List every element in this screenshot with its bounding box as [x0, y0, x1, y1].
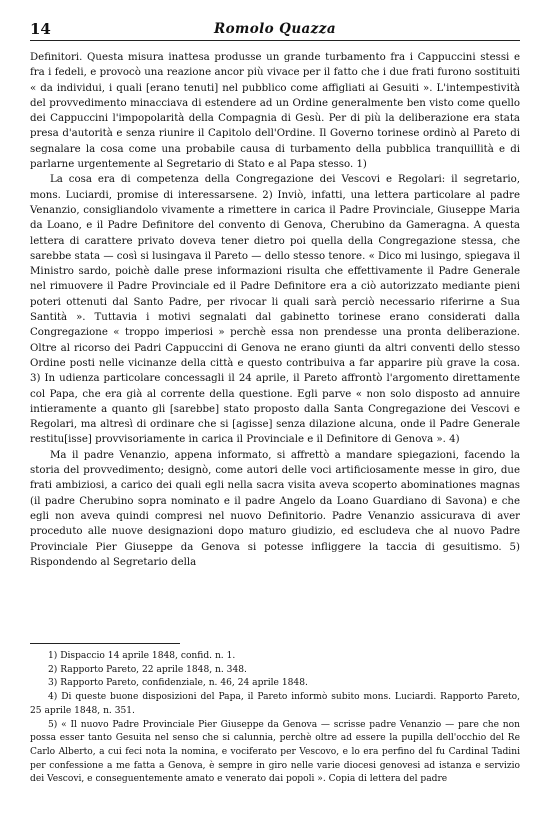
- header-rule: [30, 40, 520, 41]
- running-head: Romolo Quazza: [214, 21, 336, 37]
- body-paragraph: La cosa era di competenza della Congregazione dei Vescovi e Regolari: il segretario, mons. Luciardi, promise di interessarsene. 2) Inviò, infatti, una lettera particolare al padre Venanzio, consigliandolo vivamente a rimettere in carica il Padre Provinciale, Giuseppe Maria da Loano, e il Padre Definitore del convento di Genova, Cherubino da Gameragna. A questa lettera di carattere privato doveva tener dietro poi quella della Congregazione stessa, che sarebbe stata — così si lusingava il Pareto — dello stesso tenore. « Dico mi lusingo, spiegava il Ministro sardo, poichè dalle prese informazioni risulta che effettivamente il Padre Generale nel rimuovere il Padre Provinciale ed il Padre Definitore era a ciò autorizzato mediante pieni poteri ottenuti dal Santo Padre, per rivocar li quali sarà perciò necessario riferirne a Sua Santità ». Tuttavia i motivi segnalati dal gabinetto torinese erano considerati dalla Congregazione « troppo imperiosi » perchè essa non prendesse una pronta deliberazione. Oltre al ricorso dei Padri Cappuccini di Genova ne erano giunti da altri conventi dello stesso Ordine posti nelle vicinanze della città e questo contribuiva a far apparire più grave la cosa. 3) In udienza particolare concessagli il 24 aprile, il Pareto affrontò l'argomento direttamente col Papa, che era già al corrente della questione. Egli parve « non solo disposto ad annuire intieramente a quanto gli [sarebbe] stato proposto dalla Santa Congregazione dei Vescovi e Regolari, ma altresì di ordinare che si [agisse] senza dilazione alcuna, onde il Padre Generale restitu[isse] provvisoriamente in carica il Provinciale e il Definitore di Genova ». 4): [30, 174, 520, 446]
- body-paragraph: Ma il padre Venanzio, appena informato, si affrettò a mandare spiegazioni, facendo la storia del provvedimento; designò, come autori delle voci artificiosamente messe in giro, due frati ambiziosi, a carico dei quali egli nella sacra visita aveva scoperto abominationes magnas (il padre Cherubino sopra nominato e il padre Angelo da Loano Guardiano di Savona) e che egli non aveva quindi compresi nel nuovo Definitorio. Padre Venanzio assicurava di aver proceduto alle nuove designazioni dopo maturo giudizio, ed escludeva che al nuovo Padre Provinciale Pier Giuseppe da Genova si potesse infliggere la taccia di gesuitismo. 5) Rispondendo al Segretario della: [30, 449, 520, 568]
- footnote: 4) Di queste buone disposizioni del Papa, il Pareto informò subito mons. Luciardi. Rapporto Pareto, 25 aprile 1848, n. 351.: [30, 692, 520, 716]
- page-number: 14: [30, 20, 51, 38]
- body-paragraph: Definitori. Questa misura inattesa produsse un grande turbamento fra i Cappuccini stessi e fra i fedeli, e provocò una reazione ancor più vivace per il fatto che i due frati furono sostituiti « da individui, i quali [erano tenuti] nel pubblico come affigliati ai Gesuiti ». L'intempestività del provvedimento minacciava di estendere ad un Ordine generalmente ben visto come quello dei Cappuccini l'impopolarità della Compagnia di Gesù. Per di più la deliberazione era stata presa d'autorità e senza riunire il Capitolo dell'Ordine. Il Governo torinese ordinò al Pareto di segnalare la cosa come una probabile causa di turbamento della pubblica tranquillità e di parlarne urgentemente al Segretario di Stato e al Papa stesso. 1): [30, 52, 520, 171]
- page-header: [30, 20, 520, 42]
- footnote: 3) Rapporto Pareto, confidenziale, n. 46, 24 aprile 1848.: [48, 678, 308, 689]
- footnote: 5) « Il nuovo Padre Provinciale Pier Giuseppe da Genova — scrisse padre Venanzio — pare che non possa esser tanto Gesuita nel senso che si calunnia, perchè oltre ad essere la pupilla dell'occhio del Re Carlo Alberto, a cui feci nota la nomina, e vociferato per Vescovo, e lo era perfino del fu Cardinal Tadini per confessione a me fatta a Genova, è sempre in giro nelle varie diocesi genovesi ad istanza e servizio dei Vescovi, e conseguentemente amato e venerato dai popoli ». Copia di lettera del padre: [30, 719, 520, 785]
- main-text: [30, 50, 520, 570]
- footnote: 2) Rapporto Pareto, 22 aprile 1848, n. 348.: [48, 664, 247, 675]
- footnote-separator: [30, 643, 180, 644]
- footnotes: [30, 650, 520, 787]
- footnote: 1) Dispaccio 14 aprile 1848, confid. n. 1.: [48, 651, 236, 661]
